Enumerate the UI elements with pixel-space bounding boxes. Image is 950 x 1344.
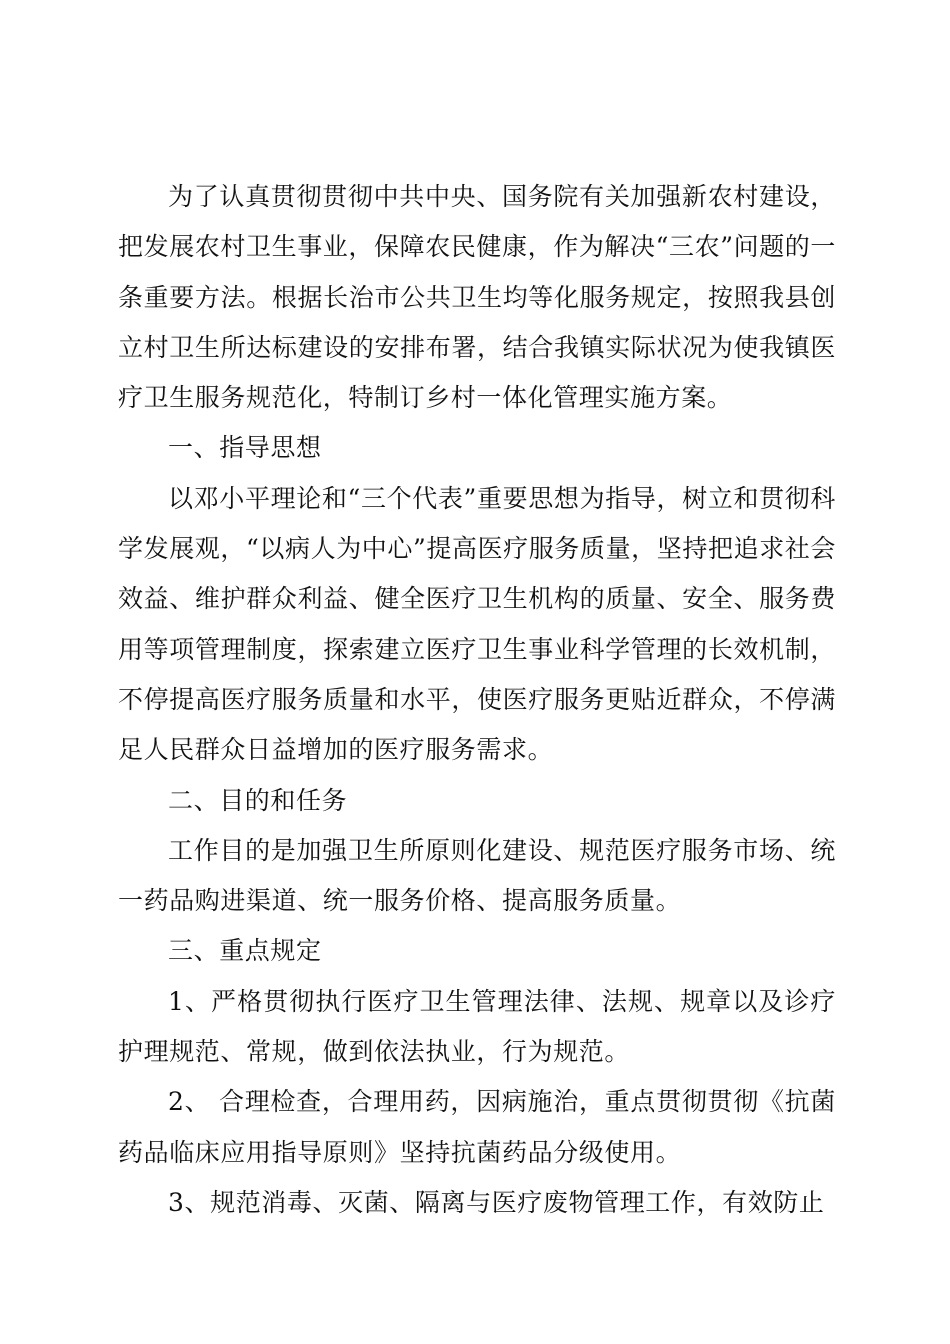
provision-item-3: 3、规范消毒、灭菌、隔离与医疗废物管理工作，有效防止	[168, 1187, 825, 1217]
provision-item-2: 2、 合理检查，合理用药，因病施治，重点贯彻贯彻《抗菌药品临床应用指导原则》坚持抗菌药品分级使用。	[118, 1087, 836, 1167]
provision-item-1: 1、严格贯彻执行医疗卫生管理法律、法规、规章以及诊疗护理规范、常规，做到依法执业，行为规范。	[118, 986, 836, 1067]
section-heading-guiding-thought: 一、指导思想	[168, 433, 322, 463]
section-heading-key-provisions: 三、重点规定	[168, 936, 322, 966]
intro-paragraph: 为了认真贯彻贯彻中共中央、国务院有关加强新农村建设，把发展农村卫生事业，保障农民健康，作为解决“三农”问题的一条重要方法。根据长治市公共卫生均等化服务规定，按照我县创立村卫生所达标建设的安排布署，结合我镇实际状况为使我镇医疗卫生服务规范化，特制订乡村一体化管理实施方案。	[118, 182, 836, 413]
guiding-thought-paragraph: 以邓小平理论和“三个代表”重要思想为指导，树立和贯彻科学发展观，“以病人为中心”提高医疗服务质量，坚持把追求社会效益、维护群众利益、健全医疗卫生机构的质量、安全、服务费用等项管理制度，探索建立医疗卫生事业科学管理的长效机制，不停提高医疗服务质量和水平，使医疗服务更贴近群众，不停满足人民群众日益增加的医疗服务需求。	[118, 483, 836, 765]
goals-paragraph: 工作目的是加强卫生所原则化建设、规范医疗服务市场、统一药品购进渠道、统一服务价格、提高服务质量。	[118, 835, 836, 916]
section-heading-goals-tasks: 二、目的和任务	[168, 785, 348, 815]
document-body	[118, 172, 836, 1228]
